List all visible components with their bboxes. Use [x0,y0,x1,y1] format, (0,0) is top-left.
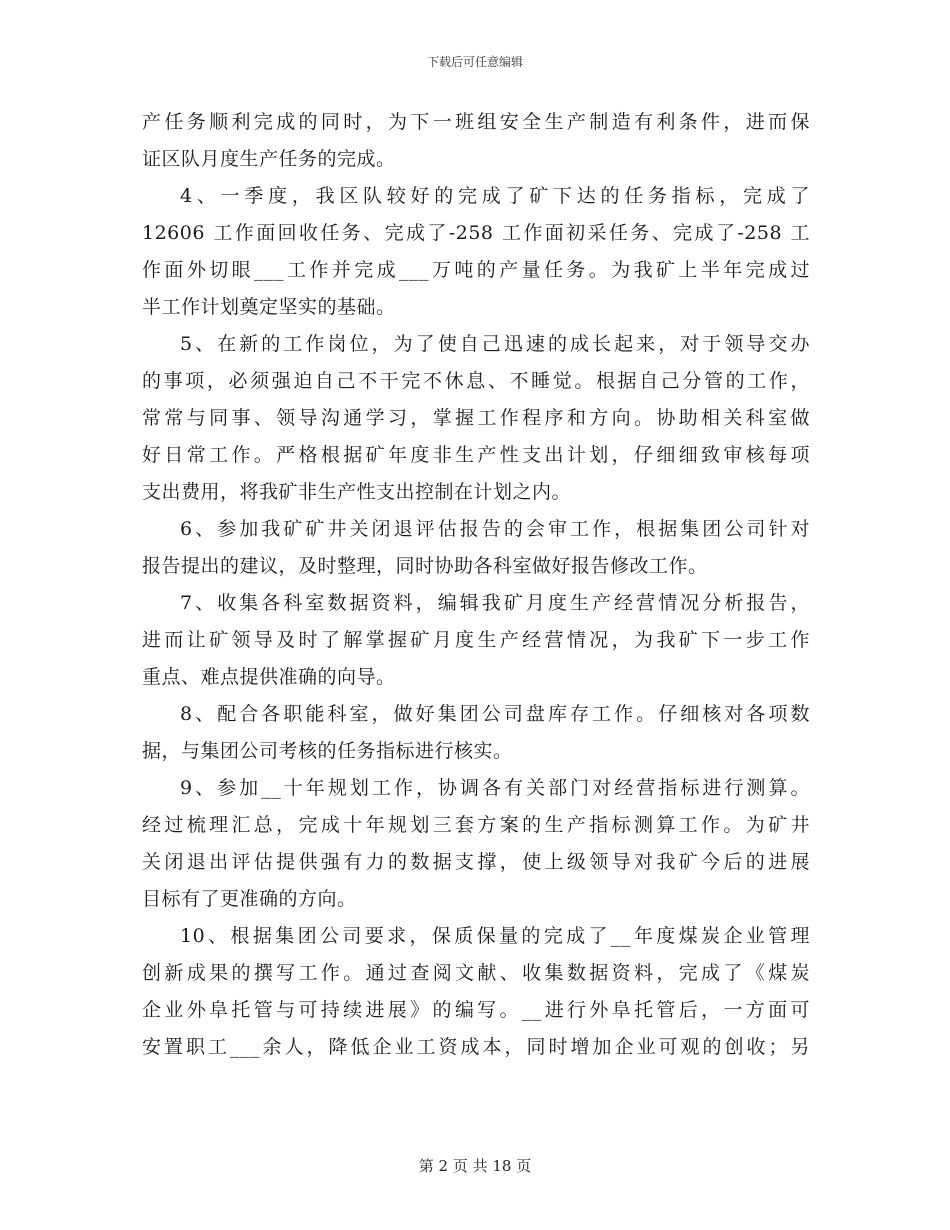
text-line: 10、根据集团公司要求，保质保量的完成了__年度煤炭企业管理 [180,925,810,947]
paragraph-10 [142,918,810,1066]
text-line: 创新成果的撰写工作。通过查阅文献、收集数据资料，完成了《煤炭 [142,962,810,984]
text-line: 关闭退出评估提供强有力的数据支撑，使上级领导对我矿今后的进展 [142,851,810,873]
paragraph-7 [142,585,810,696]
text-line: 7、收集各科室数据资料，编辑我矿月度生产经营情况分析报告， [180,592,810,614]
text-line: 5、在新的工作岗位，为了使自己迅速的成长起来，对于领导交办 [180,333,810,355]
text-line: 报告提出的建议，及时整理，同时协助各科室做好报告修改工作。 [142,555,708,577]
text-line: 4、一季度，我区队较好的完成了矿下达的任务指标，完成了 [180,185,810,207]
text-line: 的事项，必须强迫自己不干完不休息、不睡觉。根据自己分管的工作， [142,370,810,392]
paragraph-8 [142,696,810,770]
text-line: 据，与集团公司考核的任务指标进行核实。 [142,740,513,762]
document-body [142,104,810,1066]
text-line: 经过梳理汇总，完成十年规划三套方案的生产指标测算工作。为矿井 [142,814,810,836]
page-header: 下载后可任意编辑 [426,55,523,69]
text-line: 12606 工作面回收任务、完成了-258 工作面初采任务、完成了-258 工 [142,222,810,244]
text-line: 半工作计划奠定坚实的基础。 [142,296,396,318]
paragraph-5 [142,326,810,511]
text-line: 进而让矿领导及时了解掌握矿月度生产经营情况，为我矿下一步工作 [142,629,810,651]
paragraph-4 [142,178,810,326]
text-line: 6、参加我矿矿井关闭退评估报告的会审工作，根据集团公司针对 [180,518,810,540]
page-number-footer: 第 2 页 共 18 页 [418,1157,532,1175]
text-line: 8、配合各职能科室，做好集团公司盘库存工作。仔细核对各项数 [180,703,810,725]
text-line: 证区队月度生产任务的完成。 [142,148,396,170]
paragraph-9 [142,770,810,918]
text-line: 产任务顺利完成的同时，为下一班组安全生产制造有利条件，进而保 [142,111,810,133]
text-line: 常常与同事、领导沟通学习，掌握工作程序和方向。协助相关科室做 [142,407,810,429]
text-line: 支出费用，将我矿非生产性支出控制在计划之内。 [142,481,572,503]
paragraph-6 [142,511,810,585]
paragraph-continuation [142,104,810,178]
text-line: 目标有了更准确的方向。 [142,888,357,910]
text-line: 作面外切眼___工作并完成___万吨的产量任务。为我矿上半年完成过 [142,259,810,281]
text-line: 重点、难点提供准确的向导。 [142,666,396,688]
text-line: 安置职工___余人，降低企业工资成本，同时增加企业可观的创收；另 [142,1036,810,1058]
text-line: 9、参加__十年规划工作，协调各有关部门对经营指标进行测算。 [180,777,810,799]
text-line: 好日常工作。严格根据矿年度非生产性支出计划，仔细细致审核每项 [142,444,810,466]
text-line: 企业外阜托管与可持续进展》的编写。__进行外阜托管后，一方面可 [142,999,810,1021]
